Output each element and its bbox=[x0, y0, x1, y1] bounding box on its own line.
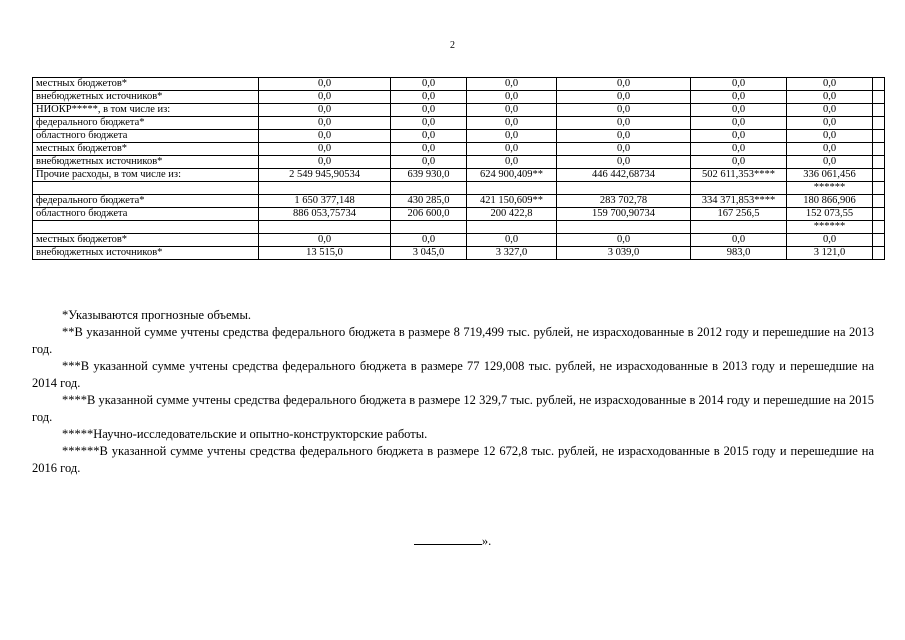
table-cell: 0,0 bbox=[691, 156, 787, 169]
table-cell: 886 053,75734 bbox=[259, 208, 391, 221]
table-cell bbox=[391, 221, 467, 234]
table-cell: 624 900,409** bbox=[467, 169, 557, 182]
table-cell: 0,0 bbox=[391, 156, 467, 169]
table-cell: 0,0 bbox=[467, 156, 557, 169]
table-row bbox=[33, 104, 885, 117]
empty-cell bbox=[873, 195, 885, 208]
table-cell bbox=[557, 221, 691, 234]
empty-cell bbox=[873, 208, 885, 221]
row-label: Прочие расходы, в том числе из: bbox=[33, 169, 259, 182]
table-cell bbox=[557, 182, 691, 195]
table-cell: 0,0 bbox=[259, 78, 391, 91]
table-cell: 206 600,0 bbox=[391, 208, 467, 221]
table-cell: 152 073,55 bbox=[787, 208, 873, 221]
table-row bbox=[33, 208, 885, 221]
table-row bbox=[33, 156, 885, 169]
row-label: областного бюджета bbox=[33, 130, 259, 143]
table-cell: 0,0 bbox=[467, 117, 557, 130]
table-group bbox=[33, 104, 885, 169]
footnote: ****В указанной сумме учтены средства федерального бюджета в размере 12 329,7 тыс. рублей, не израсходованные в 2014 году и перешедшие на 2015 год. bbox=[32, 393, 874, 424]
page-number: 2 bbox=[450, 40, 455, 51]
row-label: местных бюджетов* bbox=[33, 143, 259, 156]
table-cell: 0,0 bbox=[787, 143, 873, 156]
table-cell bbox=[467, 221, 557, 234]
table-cell: 0,0 bbox=[557, 104, 691, 117]
row-label: НИОКР*****, в том числе из: bbox=[33, 104, 259, 117]
table-cell: 0,0 bbox=[557, 117, 691, 130]
table-row bbox=[33, 130, 885, 143]
row-label bbox=[33, 221, 259, 234]
table-cell: 334 371,853**** bbox=[691, 195, 787, 208]
table-row bbox=[33, 247, 885, 260]
table-cell: 0,0 bbox=[787, 234, 873, 247]
table-cell: 0,0 bbox=[467, 143, 557, 156]
table-cell: 1 650 377,148 bbox=[259, 195, 391, 208]
table-cell: 13 515,0 bbox=[259, 247, 391, 260]
table-cell: 2 549 945,90534 bbox=[259, 169, 391, 182]
row-label: федерального бюджета* bbox=[33, 195, 259, 208]
table-group bbox=[33, 169, 885, 260]
table-cell: 0,0 bbox=[259, 156, 391, 169]
table-cell: 0,0 bbox=[467, 130, 557, 143]
table-cell bbox=[691, 221, 787, 234]
signature-line bbox=[414, 532, 482, 545]
table-cell: 0,0 bbox=[391, 143, 467, 156]
row-label bbox=[33, 182, 259, 195]
table-cell: 983,0 bbox=[691, 247, 787, 260]
table-row bbox=[33, 91, 885, 104]
table-cell bbox=[467, 182, 557, 195]
footnote: ***В указанной сумме учтены средства федерального бюджета в размере 77 129,008 тыс. рублей, не израсходованные в 2013 году и перешедшие на 2014 год. bbox=[32, 359, 874, 390]
footnote: *****Научно-исследовательские и опытно-конструкторские работы. bbox=[62, 427, 428, 441]
row-label: федерального бюджета* bbox=[33, 117, 259, 130]
table-row bbox=[33, 78, 885, 91]
table-cell: 0,0 bbox=[557, 130, 691, 143]
footnote: ******В указанной сумме учтены средства федерального бюджета в размере 12 672,8 тыс. рублей, не израсходованные в 2015 году и перешедшие на 2016 год. bbox=[32, 444, 874, 475]
empty-cell bbox=[873, 130, 885, 143]
table-cell: 0,0 bbox=[467, 78, 557, 91]
table-cell: 3 039,0 bbox=[557, 247, 691, 260]
table-cell: 0,0 bbox=[691, 143, 787, 156]
table-cell: 0,0 bbox=[259, 130, 391, 143]
table-cell: 0,0 bbox=[691, 91, 787, 104]
table-cell: 0,0 bbox=[557, 234, 691, 247]
table-cell: 0,0 bbox=[391, 130, 467, 143]
table-cell: 502 611,353**** bbox=[691, 169, 787, 182]
table-cell: 0,0 bbox=[557, 156, 691, 169]
table-cell: 0,0 bbox=[787, 117, 873, 130]
table-row bbox=[33, 143, 885, 156]
table-cell: 200 422,8 bbox=[467, 208, 557, 221]
table-cell bbox=[391, 182, 467, 195]
table-cell: 283 702,78 bbox=[557, 195, 691, 208]
row-label: местных бюджетов* bbox=[33, 234, 259, 247]
table-cell: 0,0 bbox=[691, 234, 787, 247]
row-label: областного бюджета bbox=[33, 208, 259, 221]
table-cell: 0,0 bbox=[787, 156, 873, 169]
table-cell: ****** bbox=[787, 221, 873, 234]
table-cell: 336 061,456 bbox=[787, 169, 873, 182]
row-label: внебюджетных источников* bbox=[33, 91, 259, 104]
table-cell: 0,0 bbox=[391, 234, 467, 247]
table-cell: 0,0 bbox=[391, 78, 467, 91]
empty-cell bbox=[873, 234, 885, 247]
empty-cell bbox=[873, 169, 885, 182]
empty-cell bbox=[873, 91, 885, 104]
table-cell: 167 256,5 bbox=[691, 208, 787, 221]
table-group bbox=[33, 78, 885, 104]
table-cell: 0,0 bbox=[787, 78, 873, 91]
table-cell: 0,0 bbox=[259, 104, 391, 117]
table-cell: 3 045,0 bbox=[391, 247, 467, 260]
table-row bbox=[33, 117, 885, 130]
footnote: **В указанной сумме учтены средства федерального бюджета в размере 8 719,499 тыс. рублей, не израсходованные в 2012 году и перешедшие на 2013 год. bbox=[32, 325, 874, 356]
table-row bbox=[33, 169, 885, 182]
table-cell: 159 700,90734 bbox=[557, 208, 691, 221]
empty-cell bbox=[873, 221, 885, 234]
table-cell: 0,0 bbox=[467, 91, 557, 104]
table-cell: 0,0 bbox=[787, 91, 873, 104]
table-cell: 0,0 bbox=[259, 234, 391, 247]
table-cell: 0,0 bbox=[259, 143, 391, 156]
empty-cell bbox=[873, 104, 885, 117]
empty-cell bbox=[873, 156, 885, 169]
table-cell: 3 121,0 bbox=[787, 247, 873, 260]
table-cell: 421 150,609** bbox=[467, 195, 557, 208]
table-cell: 180 866,906 bbox=[787, 195, 873, 208]
empty-cell bbox=[873, 78, 885, 91]
table-cell bbox=[259, 221, 391, 234]
footnotes bbox=[32, 307, 874, 477]
table-cell: 0,0 bbox=[557, 78, 691, 91]
table-cell bbox=[691, 182, 787, 195]
empty-cell bbox=[873, 182, 885, 195]
table-cell: 0,0 bbox=[557, 143, 691, 156]
table-cell: 0,0 bbox=[557, 91, 691, 104]
row-label: внебюджетных источников* bbox=[33, 247, 259, 260]
closing-mark bbox=[0, 532, 905, 549]
closing-quote: ». bbox=[481, 534, 492, 548]
table-cell: ****** bbox=[787, 182, 873, 195]
table-cell: 0,0 bbox=[259, 117, 391, 130]
table-cell: 0,0 bbox=[691, 78, 787, 91]
table-row bbox=[33, 195, 885, 208]
table-cell: 0,0 bbox=[259, 91, 391, 104]
table-cell: 0,0 bbox=[467, 234, 557, 247]
table-cell: 639 930,0 bbox=[391, 169, 467, 182]
table-cell: 0,0 bbox=[691, 104, 787, 117]
table-cell: 0,0 bbox=[787, 104, 873, 117]
table-cell: 0,0 bbox=[467, 104, 557, 117]
row-label: местных бюджетов* bbox=[33, 78, 259, 91]
budget-table bbox=[32, 77, 885, 260]
table-cell: 0,0 bbox=[391, 117, 467, 130]
table-cell: 446 442,68734 bbox=[557, 169, 691, 182]
table-cell: 0,0 bbox=[391, 91, 467, 104]
table-cell: 3 327,0 bbox=[467, 247, 557, 260]
empty-cell bbox=[873, 117, 885, 130]
table-cell: 0,0 bbox=[691, 130, 787, 143]
table-row bbox=[33, 182, 885, 195]
empty-cell bbox=[873, 247, 885, 260]
table-row bbox=[33, 221, 885, 234]
table-cell: 0,0 bbox=[787, 130, 873, 143]
table-cell bbox=[259, 182, 391, 195]
table-cell: 430 285,0 bbox=[391, 195, 467, 208]
table-cell: 0,0 bbox=[691, 117, 787, 130]
row-label: внебюджетных источников* bbox=[33, 156, 259, 169]
table-cell: 0,0 bbox=[391, 104, 467, 117]
empty-cell bbox=[873, 143, 885, 156]
table-row bbox=[33, 234, 885, 247]
footnote: *Указываются прогнозные объемы. bbox=[62, 308, 251, 322]
